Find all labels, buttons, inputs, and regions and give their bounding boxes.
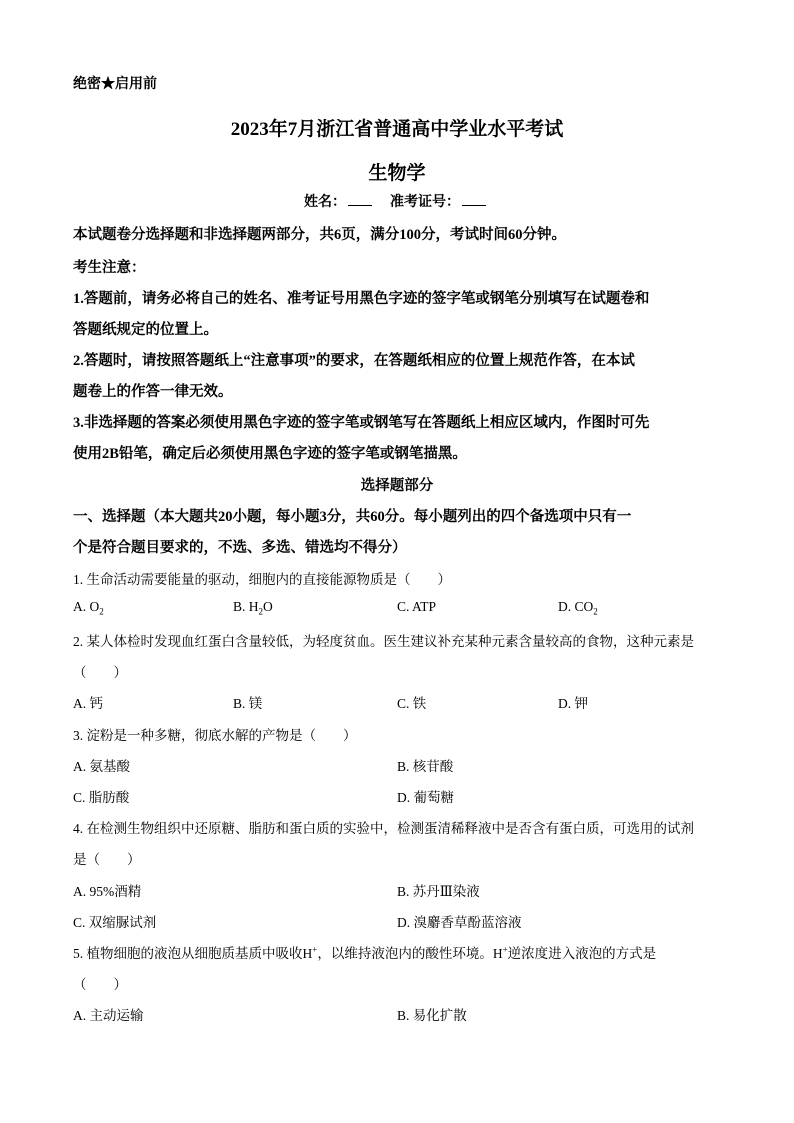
- question-1-option-c: C. ATP: [397, 599, 437, 614]
- question-5-stem-part-1: 5. 植物细胞的液泡从细胞质基质中吸收H: [73, 946, 313, 961]
- name-blank: [348, 193, 372, 206]
- option-b-text: B. H: [233, 599, 259, 614]
- question-5-stem-part-2: ，以维持液泡内的酸性环境。H: [317, 946, 503, 961]
- option-a-subscript: 2: [99, 606, 104, 617]
- notice-3-line-1: 3.非选择题的答案必须使用黑色字迹的签字笔或钢笔写在答题纸上相应区域内，作图时可先: [73, 415, 650, 431]
- question-4-option-a: A. 95%酒精: [73, 884, 142, 899]
- notice-1-line-2: 答题纸规定的位置上。: [73, 322, 218, 338]
- notice-2-line-2: 题卷上的作答一律无效。: [73, 384, 233, 400]
- question-2-stem-line-1: 2. 某人体检时发现血红蛋白含量较低，为轻度贫血。医生建议补充某种元素含量较高的食物，这种元素是: [73, 634, 694, 649]
- option-a-text: A. O: [73, 599, 100, 614]
- intro-line: 本试题卷分选择题和非选择题两部分，共6页，满分100分，考试时间60分钟。: [73, 227, 566, 243]
- question-4-stem-line-2: 是（ ）: [73, 852, 141, 867]
- option-b-subscript: 2: [258, 606, 264, 617]
- candidate-info-row: [0, 191, 794, 211]
- option-d-subscript: 2: [593, 606, 598, 617]
- hydrogen-ion-charge-1: +: [312, 944, 318, 955]
- question-1-option-a: [73, 599, 104, 617]
- question-3-stem: 3. 淀粉是一种多糖，彻底水解的产物是（ ）: [73, 728, 357, 743]
- notice-2-line-1: 2.答题时，请按照答题纸上“注意事项”的要求，在答题纸相应的位置上规范作答，在本试: [73, 353, 635, 369]
- question-4-option-c: C. 双缩脲试剂: [73, 915, 157, 930]
- question-2-option-d: D. 钾: [558, 696, 588, 711]
- option-d-text: D. CO: [558, 599, 594, 614]
- question-2-option-c: C. 铁: [397, 696, 427, 711]
- hydrogen-ion-charge-2: +: [502, 944, 508, 955]
- question-2-option-a: A. 钙: [73, 696, 103, 711]
- question-1-stem: 1. 生命活动需要能量的驱动，细胞内的直接能源物质是（ ）: [73, 572, 451, 587]
- question-5-option-b: B. 易化扩散: [397, 1008, 467, 1023]
- question-4-option-b: B. 苏丹Ⅲ染液: [397, 884, 480, 899]
- question-5-stem-line-1: [73, 942, 656, 962]
- question-3-option-c: C. 脂肪酸: [73, 790, 130, 805]
- notice-title: 考生注意：: [73, 260, 146, 276]
- question-3-option-b: B. 核苷酸: [397, 759, 454, 774]
- question-4-stem-line-1: 4. 在检测生物组织中还原糖、脂肪和蛋白质的实验中，检测蛋清稀释液中是否含有蛋白质，可选用的试剂: [73, 821, 694, 836]
- question-1-option-b: [233, 599, 273, 617]
- section-title: 选择题部分: [360, 478, 434, 494]
- question-5-stem-line-2: （ ）: [73, 977, 127, 992]
- exam-number-blank: [462, 193, 486, 206]
- notice-3-line-2: 使用2B铅笔，确定后必须使用黑色字迹的签字笔或钢笔描黑。: [73, 446, 467, 462]
- exam-title: 2023年7月浙江省普通高中学业水平考试: [230, 119, 564, 140]
- question-5-stem-part-3: 逆浓度进入液泡的方式是: [507, 946, 657, 961]
- subject-title: 生物学: [368, 163, 426, 184]
- question-5-option-a: A. 主动运输: [73, 1008, 144, 1023]
- question-4-option-d: D. 溴麝香草酚蓝溶液: [397, 915, 522, 930]
- question-2-stem-line-2: （ ）: [73, 665, 127, 680]
- question-3-option-d: D. 葡萄糖: [397, 790, 454, 805]
- exam-number-label: 准考证号：: [390, 195, 460, 210]
- name-label: 姓名：: [304, 195, 346, 210]
- question-1-option-d: [558, 599, 598, 617]
- notice-1-line-1: 1.答题前，请务必将自己的姓名、准考证号用黑色字迹的签字笔或钢笔分别填写在试题卷和: [73, 291, 650, 307]
- question-3-option-a: A. 氨基酸: [73, 759, 130, 774]
- confidential-mark: 绝密★启用前: [73, 77, 157, 92]
- section-instruction-line-1: 一、选择题（本大题共20小题，每小题3分，共60分。每小题列出的四个备选项中只有一: [73, 509, 632, 525]
- section-instruction-line-2: 个是符合题目要求的，不选、多选、错选均不得分）: [73, 540, 407, 556]
- option-b-suffix: O: [263, 599, 273, 614]
- question-2-option-b: B. 镁: [233, 696, 263, 711]
